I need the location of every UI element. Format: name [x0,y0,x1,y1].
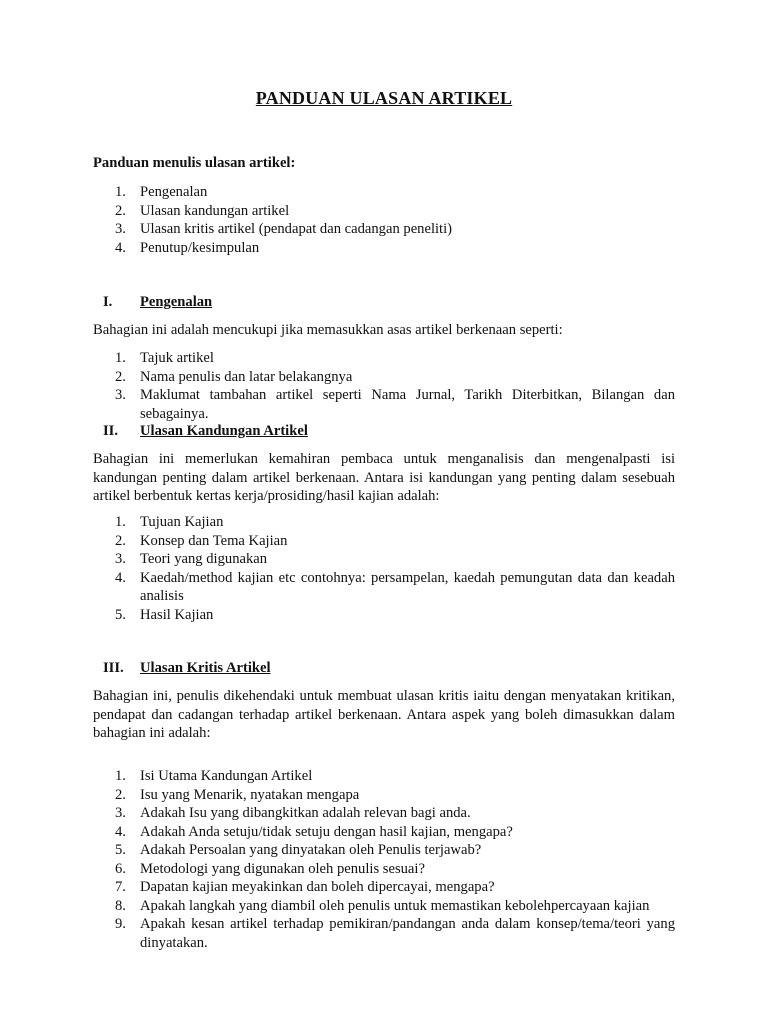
list-item: 3. Teori yang digunakan [115,551,268,567]
section-heading-ulasan-kandungan: II. Ulasan Kandungan Artikel [103,423,308,439]
list-item: 2. Konsep dan Tema Kajian [115,532,288,549]
list-item: 1. Tajuk artikel [115,350,214,366]
section-intro-ulasan-kandungan: Bahagian ini memerlukan kemahiran pembaca untuk menganalisis dan mengenalpasti isi kandungan penting dalam artikel berkenaan. Antara isi kandungan yang penting dalam sesebuah artikel berbentuk kertas kerja/prosiding/hasil kajian adalah: [93,451,675,504]
list-item: 3. Maklumat tambahan artikel seperti Nama Jurnal, Tarikh Diterbitkan, Bilangan dan sebagainya. [115,387,675,422]
list-item: 2. Nama penulis dan latar belakangnya [115,368,353,385]
list-item: 2. Isu yang Menarik, nyatakan mengapa [115,786,360,803]
list-item: 4. Kaedah/method kajian etc contohnya: persampelan, kaedah pemungutan data dan keadah analisis [115,569,675,604]
list-item: 1. Isi Utama Kandungan Artikel [115,768,313,784]
list-item: 8. Apakah langkah yang diambil oleh penulis untuk memastikan kebolehpercayaan kajian [115,897,650,914]
section-intro-pengenalan: Bahagian ini adalah mencukupi jika memasukkan asas artikel berkenaan seperti: [93,322,563,338]
list-item: 5. Adakah Persoalan yang dinyatakan oleh Penulis terjawab? [115,842,482,858]
list-item: 4. Adakah Anda setuju/tidak setuju dengan hasil kajian, mengapa? [115,823,513,840]
list-item: 2. Ulasan kandungan artikel [115,202,290,219]
list-item: 3. Adakah Isu yang dibangkitkan adalah relevan bagi anda. [115,805,471,821]
list-item: 1. Pengenalan [115,184,208,200]
section-heading-pengenalan: I. Pengenalan [103,294,213,310]
guide-list [93,183,675,257]
list-item: 3. Ulasan kritis artikel (pendapat dan cadangan peneliti) [115,221,453,237]
section-list-pengenalan [93,349,675,423]
section-list-ulasan-kandungan [93,513,675,624]
list-item: 4. Penutup/kesimpulan [115,239,260,256]
page-title: PANDUAN ULASAN ARTIKEL [255,88,513,108]
list-item: 1. Tujuan Kajian [115,514,224,530]
section-intro-ulasan-kritis: Bahagian ini, penulis dikehendaki untuk membuat ulasan kritis iaitu dengan menyatakan kritikan, pendapat dan cadangan terhadap artikel berkenaan. Antara aspek yang boleh dimasukkan dalam bahagian ini adalah: [93,688,675,741]
list-item: 6. Metodologi yang digunakan oleh penulis sesuai? [115,860,425,877]
guide-heading: Panduan menulis ulasan artikel: [93,155,296,171]
section-list-ulasan-kritis [93,767,675,952]
list-item: 7. Dapatan kajian meyakinkan dan boleh dipercayai, mengapa? [115,879,495,895]
list-item: 9. Apakah kesan artikel terhadap pemikiran/pandangan anda dalam konsep/tema/teori yang dinyatakan. [115,916,675,951]
list-item: 5. Hasil Kajian [115,606,214,623]
section-heading-ulasan-kritis: III. Ulasan Kritis Artikel [103,660,271,676]
